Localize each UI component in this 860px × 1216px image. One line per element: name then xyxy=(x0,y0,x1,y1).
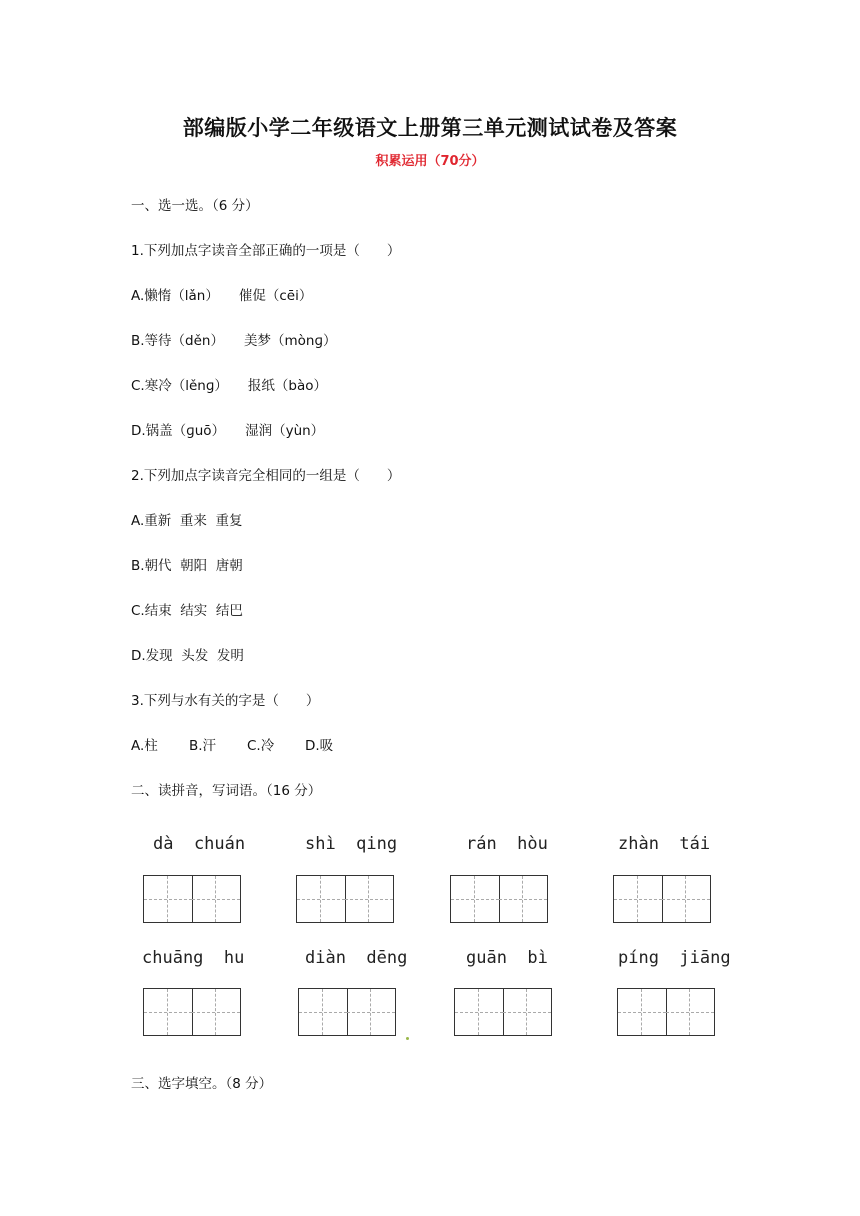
q2-option-a: A.重新 重来 重复 xyxy=(131,513,243,529)
q1-option-d xyxy=(131,422,324,440)
page-title: 部编版小学二年级语文上册第三单元测试试卷及答案 xyxy=(182,116,678,140)
q1-option-c-word2: 报纸（bào） xyxy=(247,378,328,394)
grid-cell[interactable] xyxy=(499,876,547,922)
grid-cell[interactable] xyxy=(666,989,714,1035)
writing-grid[interactable] xyxy=(454,988,552,1036)
grid-cell[interactable] xyxy=(347,989,395,1035)
q1-option-a xyxy=(131,287,312,305)
writing-grid[interactable] xyxy=(143,988,241,1036)
q1-option-b-word2: 美梦（mònɡ） xyxy=(243,333,337,349)
pinyin-label: dà chuán xyxy=(153,834,246,854)
section1-heading: 一、选一选。（6 分） xyxy=(131,198,259,214)
pinyin-label: zhàn tái xyxy=(618,834,711,854)
grid-cell[interactable] xyxy=(451,876,500,922)
grid-cell[interactable] xyxy=(662,876,710,922)
grid-cell[interactable] xyxy=(503,989,551,1035)
grid-cell[interactable] xyxy=(345,876,393,922)
grid-cell[interactable] xyxy=(144,876,193,922)
grid-cell[interactable] xyxy=(192,989,240,1035)
q3-option-b: B.汗 xyxy=(189,738,217,754)
section2-heading: 二、读拼音，写词语。（16 分） xyxy=(131,783,322,799)
q2-option-c: C.结束 结实 结巴 xyxy=(131,603,243,619)
q2-option-d: D.发现 头发 发明 xyxy=(131,648,244,664)
pinyin-label: chuāng hu xyxy=(142,948,245,968)
q3-option-d: D.吸 xyxy=(305,738,334,754)
q3-stem: 3.下列与水有关的字是（ ） xyxy=(131,693,320,709)
q1-option-d-word1: D.锅盖（ɡuō） xyxy=(131,423,226,439)
q1-option-c-word1: C.寒冷（lěnɡ） xyxy=(131,378,228,394)
pinyin-label: píng jiāng xyxy=(618,948,731,968)
q1-option-c xyxy=(131,377,327,395)
q2-stem: 2.下列加点字读音完全相同的一组是（ ） xyxy=(131,468,401,484)
writing-grid[interactable] xyxy=(143,875,241,923)
q1-option-a-word1: A.懒惰（lǎn） xyxy=(131,288,219,304)
grid-cell[interactable] xyxy=(299,989,348,1035)
q1-option-a-word2: 催促（cēi） xyxy=(238,288,313,304)
grid-cell[interactable] xyxy=(144,989,193,1035)
q3-option-a: A.柱 xyxy=(131,738,158,754)
pinyin-label: rán hòu xyxy=(466,834,548,854)
section-subtitle: 积累运用（70分） xyxy=(375,154,485,169)
q1-option-d-word2: 湿润（yùn） xyxy=(245,423,325,439)
q2-option-b: B.朝代 朝阳 唐朝 xyxy=(131,558,243,574)
q1-option-b-word1: B.等待（děn） xyxy=(131,333,224,349)
grid-cell[interactable] xyxy=(618,989,667,1035)
pinyin-label: guān bì xyxy=(466,948,548,968)
q3-options xyxy=(131,737,333,755)
grid-cell[interactable] xyxy=(192,876,240,922)
q1-stem: 1.下列加点字读音全部正确的一项是（ ） xyxy=(131,243,401,259)
writing-grid[interactable] xyxy=(298,988,396,1036)
section3-heading: 三、选字填空。（8 分） xyxy=(131,1076,273,1092)
scan-speck xyxy=(406,1037,409,1040)
q3-option-c: C.冷 xyxy=(247,738,275,754)
writing-grid[interactable] xyxy=(617,988,715,1036)
writing-grid[interactable] xyxy=(613,875,711,923)
pinyin-label: diàn dēng xyxy=(305,948,408,968)
pinyin-label: shì qing xyxy=(305,834,398,854)
writing-grid[interactable] xyxy=(296,875,394,923)
grid-cell[interactable] xyxy=(297,876,346,922)
grid-cell[interactable] xyxy=(455,989,504,1035)
q1-option-b xyxy=(131,332,337,350)
writing-grid[interactable] xyxy=(450,875,548,923)
grid-cell[interactable] xyxy=(614,876,663,922)
